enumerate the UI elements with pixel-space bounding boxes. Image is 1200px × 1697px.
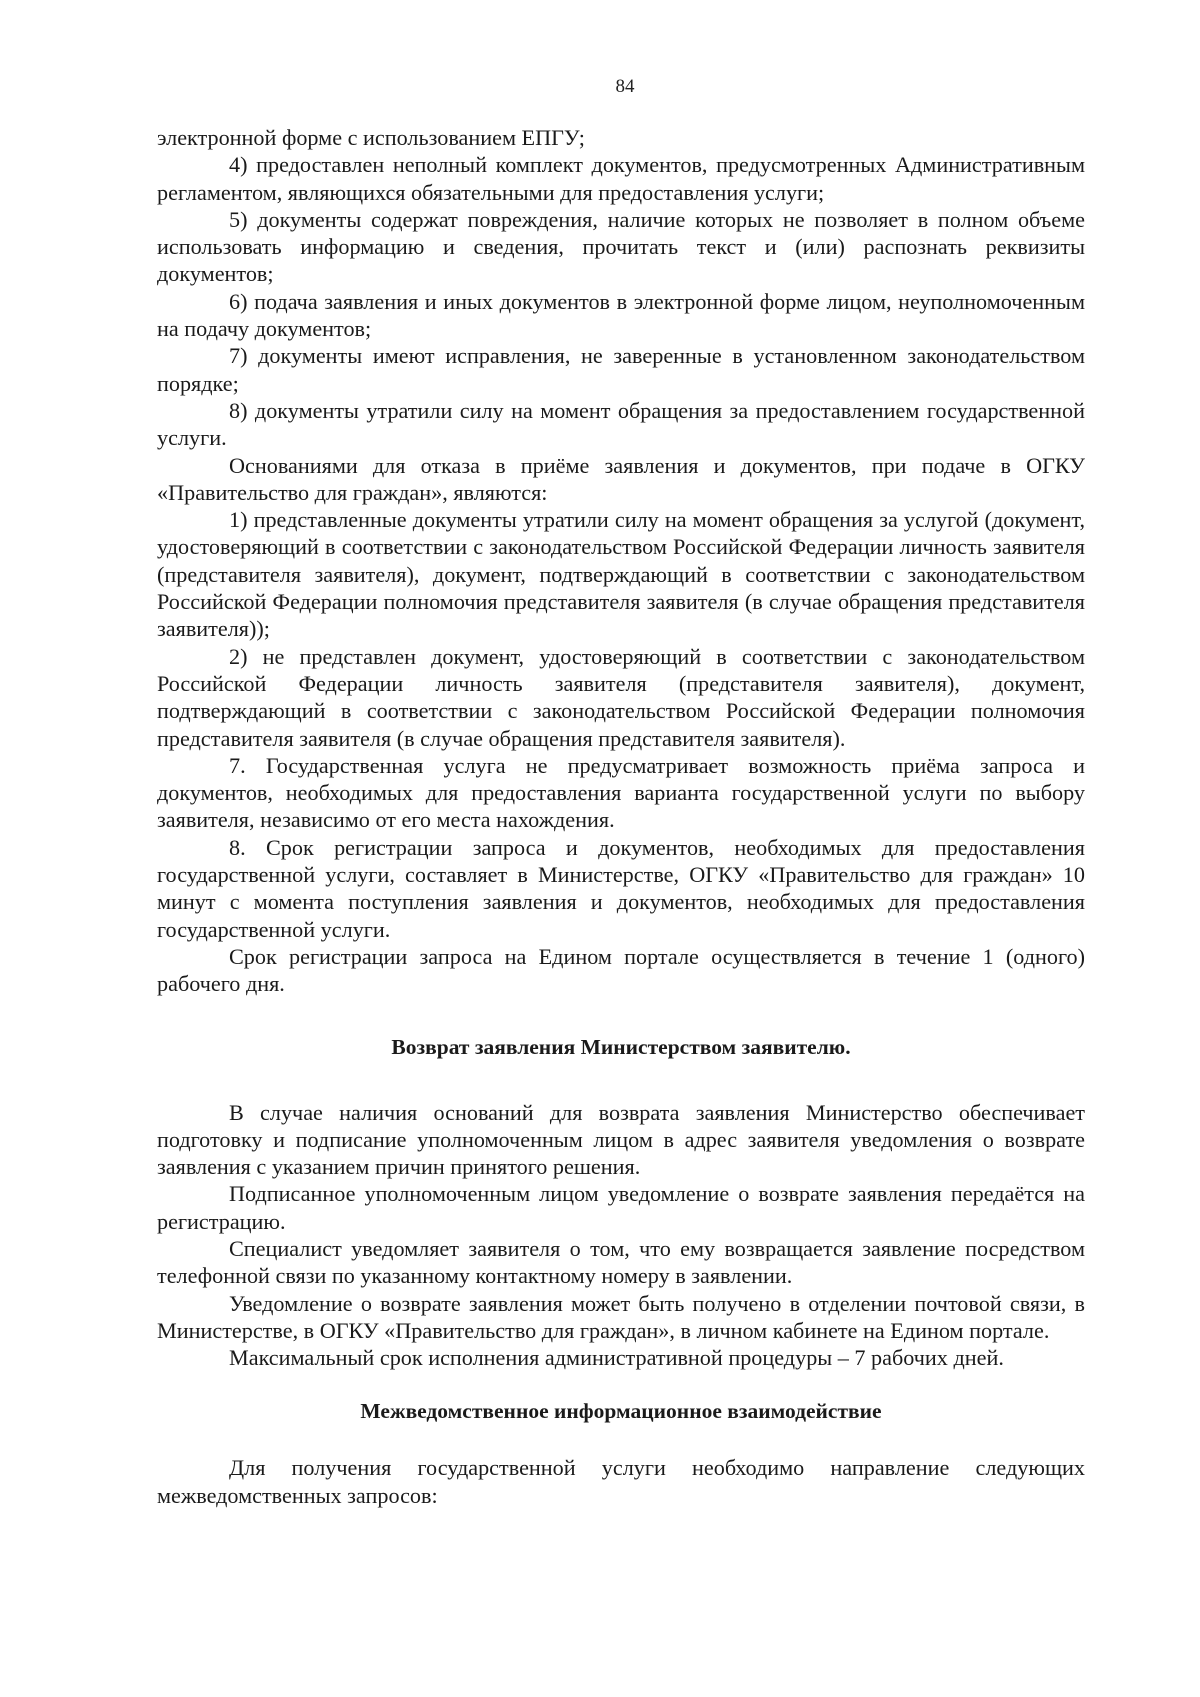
section-heading-interagency: Межведомственное информационное взаимодействие (360, 1399, 882, 1424)
clause-7: 7. Государственная услуга не предусматривает возможность приёма запроса и документов, необходимых для предоставления варианта государственной услуги по выбору заявителя, независимо от его места нахождения. (157, 752, 1085, 833)
page-number: 84 (615, 76, 635, 97)
clause-8: 8. Срок регистрации запроса и документов, необходимых для предоставления государственной услуги, составляет в Министерстве, ОГКУ «Правительство для граждан» 10 минут с момента поступления заявления и документов, необходимых для предоставления государственной услуги. (157, 834, 1085, 942)
list-item-5: 5) документы содержат повреждения, наличие которых не позволяет в полном объеме использовать информацию и сведения, прочитать текст и (или) распознать реквизиты документов; (157, 206, 1085, 287)
paragraph-return-5: Максимальный срок исполнения административной процедуры – 7 рабочих дней. (229, 1345, 1004, 1371)
paragraph-interagency-1: Для получения государственной услуги необходимо направление следующих межведомственных запросов: (157, 1455, 1085, 1508)
paragraph-portal-registration: Срок регистрации запроса на Едином портале осуществляется в течение 1 (одного) рабочего дня. (157, 943, 1085, 997)
paragraph-return-4: Уведомление о возврате заявления может быть получено в отделении почтовой связи, в Министерстве, в ОГКУ «Правительство для граждан», в личном кабинете на Едином портале. (157, 1290, 1085, 1343)
refusal-item-1: 1) представленные документы утратили силу на момент обращения за услугой (документ, удостоверяющий в соответствии с законодательством Российской Федерации личность заявителя (представителя заявителя), документ, подтверждающий в соответствии с законодательством Российской Федерации полномочия представителя заявителя (в случае обращения представителя заявителя)); (157, 507, 1085, 642)
paragraph-refusal-grounds: Основаниями для отказа в приёме заявления и документов, при подаче в ОГКУ «Правительство для граждан», являются: (157, 452, 1085, 505)
list-item-8: 8) документы утратили силу на момент обращения за предоставлением государственной услуги. (157, 397, 1085, 451)
paragraph-return-2: Подписанное уполномоченным лицом уведомление о возврате заявления передаётся на регистрацию. (157, 1181, 1085, 1234)
list-item-7: 7) документы имеют исправления, не заверенные в установленном законодательством порядке; (157, 343, 1085, 396)
paragraph-return-3: Специалист уведомляет заявителя о том, что ему возвращается заявление посредством телефонной связи по указанному контактному номеру в заявлении. (157, 1235, 1085, 1289)
paragraph: электронной форме с использованием ЕПГУ; (157, 125, 585, 150)
list-item-4: 4) предоставлен неполный комплект документов, предусмотренных Административным регламентом, являющихся обязательными для предоставления услуги; (157, 152, 1085, 205)
refusal-item-2: 2) не представлен документ, удостоверяющий в соответствии с законодательством Российской Федерации личность заявителя (представителя заявителя), документ, подтверждающий в соответствии с законодательством Российской Федерации полномочия представителя заявителя (в случае обращения представителя заявителя). (157, 643, 1085, 751)
section-heading-return: Возврат заявления Министерством заявителю. (391, 1034, 851, 1059)
document-body (157, 124, 1085, 1509)
list-item-6: 6) подача заявления и иных документов в электронной форме лицом, неуполномоченным на подачу документов; (157, 288, 1085, 342)
paragraph-return-1: В случае наличия оснований для возврата заявления Министерство обеспечивает подготовку и подписание уполномоченным лицом в адрес заявителя уведомления о возврате заявления с указанием причин принятого решения. (157, 1099, 1085, 1180)
